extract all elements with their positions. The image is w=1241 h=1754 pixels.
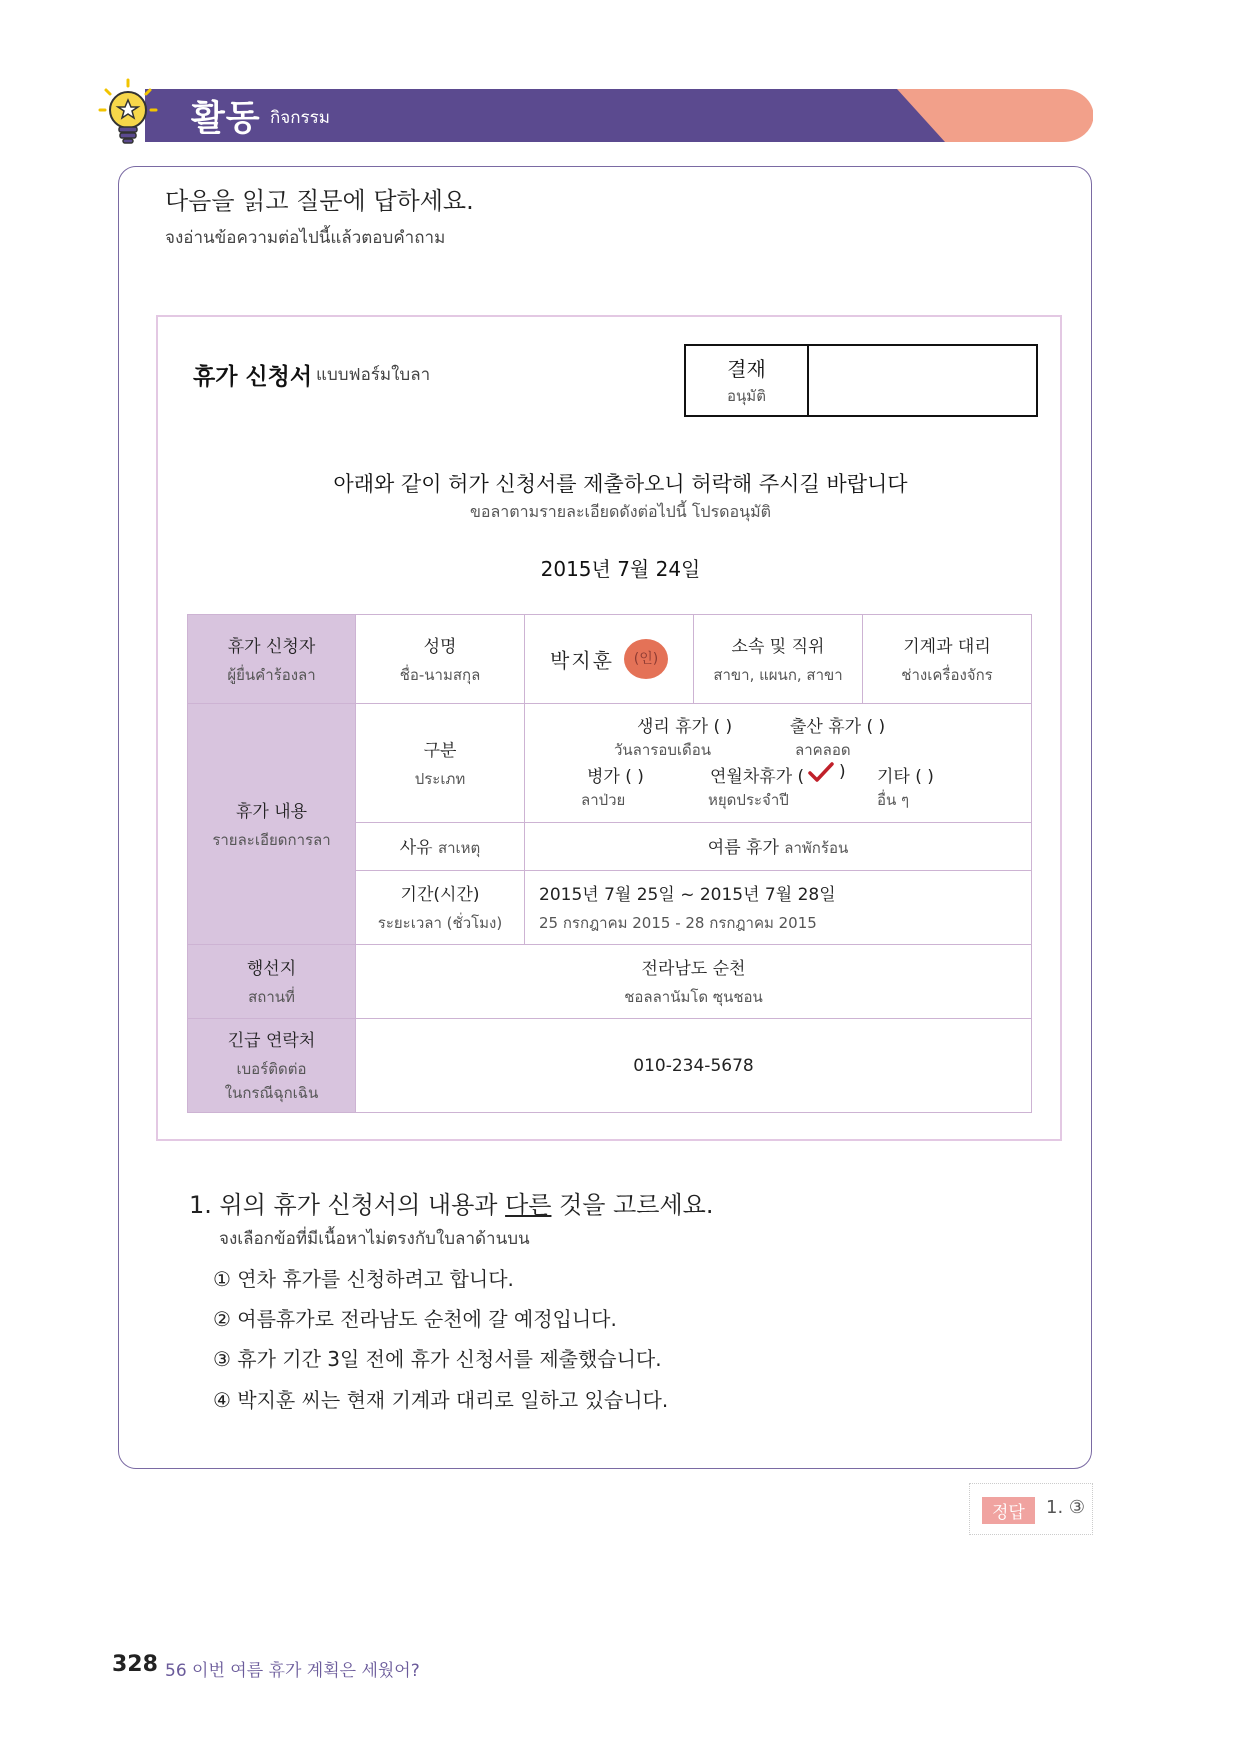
option-menstrual: 생리 휴가 ( )	[637, 717, 733, 737]
option-maternity: 출산 휴가 ( )	[790, 717, 886, 737]
emergency-header: 긴급 연락처 เบอร์ติดต่อ ในกรณีฉุกเฉิน	[188, 1019, 356, 1113]
type-label: 구분 ประเภท	[356, 704, 525, 823]
instruction-th: จงอ่านข้อความต่อไปนี้แล้วตอบคำถาม	[165, 228, 446, 248]
option-annual: 연월차휴가 (	[710, 767, 805, 787]
question-th: จงเลือกข้อที่มีเนื้อหาไม่ตรงกับใบลาด้านบน	[219, 1229, 530, 1249]
form-title-th: แบบฟอร์มใบลา	[316, 365, 431, 385]
option-1: ① 연차 휴가를 신청하려고 합니다.	[213, 1267, 514, 1291]
banner-subtitle: กิจกรรม	[270, 108, 331, 128]
destination-header: 행선지 สถานที่	[188, 945, 356, 1019]
page-footer-title: 56 이번 여름 휴가 계획은 세웠어?	[165, 1661, 420, 1681]
option-other: 기타 ( )	[877, 767, 934, 787]
content-header: 휴가 내용 รายละเอียดการลา	[188, 704, 356, 945]
answer-tag: 정답	[982, 1497, 1035, 1524]
applicant-name: 박지훈 (인)	[525, 615, 694, 704]
answer-box	[969, 1483, 1093, 1535]
page-number: 328	[112, 1652, 158, 1677]
emergency-value: 010-234-5678	[356, 1019, 1032, 1113]
seal-stamp: (인)	[624, 639, 668, 679]
request-text-ko: 아래와 같이 허가 신청서를 제출하오니 허락해 주시길 바랍니다	[333, 472, 908, 496]
approval-box	[684, 344, 1038, 417]
reason-label: 사유 สาเหตุ	[356, 823, 525, 871]
option-2: ② 여름휴가로 전라남도 순천에 갈 예정입니다.	[213, 1307, 617, 1331]
period-label: 기간(시간) ระยะเวลา (ชั่วโมง)	[356, 871, 525, 945]
option-4: ④ 박지훈 씨는 현재 기계과 대리로 일하고 있습니다.	[213, 1388, 669, 1412]
leave-form-table	[187, 614, 1032, 1113]
dept-label: 소속 및 직위 สาขา, แผนก, สาขา	[694, 615, 863, 704]
request-text-th: ขอลาตามรายละเอียดดังต่อไปนี้ โปรดอนุมัติ	[469, 502, 772, 521]
approval-label: 결재 อนุมัติ	[686, 346, 809, 415]
question-text: 1. 위의 휴가 신청서의 내용과 다른 것을 고르세요.	[189, 1191, 714, 1219]
instruction-ko: 다음을 읽고 질문에 답하세요.	[165, 187, 474, 215]
dept-value: 기계과 대리 ช่างเครื่องจักร	[863, 615, 1032, 704]
banner-title: 활동	[191, 99, 261, 139]
form-date: 2015년 7월 24일	[540, 557, 701, 581]
applicant-header: 휴가 신청자 ผู้ยื่นคำร้องลา	[188, 615, 356, 704]
period-value: 2015년 7월 25일 ~ 2015년 7월 28일 25 กรกฎาคม 2015 - 28 กรกฎาคม 2015	[525, 871, 1032, 945]
table-row	[188, 1019, 1032, 1113]
option-3: ③ 휴가 기간 3일 전에 휴가 신청서를 제출했습니다.	[213, 1347, 662, 1371]
activity-banner	[145, 89, 1093, 142]
form-title: 휴가 신청서	[193, 364, 313, 390]
name-label: 성명 ชื่อ-นามสกุล	[356, 615, 525, 704]
answer-value: 1. ③	[1046, 1497, 1086, 1518]
table-row	[188, 704, 1032, 823]
leave-type-options: 생리 휴가 ( ) 출산 휴가 ( ) วันลารอบเดือน ลาคลอด 병가 ( ) 연월차휴가 ( ) 기타 ( ) ลาป่วย หยุดประจำปี อื่น ๆ	[525, 704, 1032, 823]
check-icon	[808, 761, 834, 788]
reason-value: 여름 휴가 ลาพักร้อน	[525, 823, 1032, 871]
approval-signature-area	[809, 346, 1036, 415]
lightbulb-star-icon	[96, 78, 160, 146]
destination-value: 전라남도 순천 ชอลลานัมโด ซุนชอน	[356, 945, 1032, 1019]
table-row	[188, 615, 1032, 704]
table-row	[188, 945, 1032, 1019]
option-sick: 병가 ( )	[587, 767, 644, 787]
